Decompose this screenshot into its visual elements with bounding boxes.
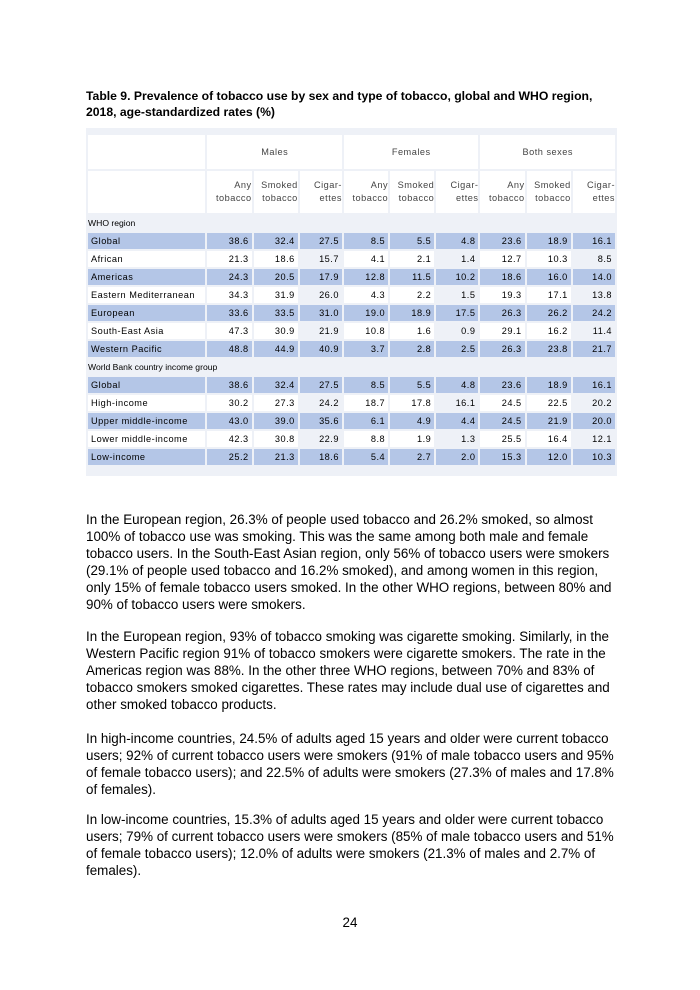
value-cell: 24.5: [480, 395, 524, 411]
table-row: [88, 431, 615, 447]
value-cell: 21.3: [207, 251, 251, 267]
value-cell: 10.8: [344, 323, 388, 339]
value-cell: 17.8: [390, 395, 434, 411]
value-cell: 12.0: [527, 449, 571, 465]
subheader-line: Any: [234, 180, 252, 190]
value-cell: 21.9: [527, 413, 571, 429]
subheader-line: Cigar-: [586, 180, 615, 190]
value-cell: 18.9: [527, 377, 571, 393]
value-cell: 21.9: [300, 323, 342, 339]
value-cell: 33.5: [254, 305, 298, 321]
subheader-line: ettes: [319, 193, 342, 203]
value-cell: 1.6: [390, 323, 434, 339]
value-cell: 2.0: [436, 449, 478, 465]
value-cell: 6.1: [344, 413, 388, 429]
value-cell: 4.3: [344, 287, 388, 303]
value-cell: 38.6: [207, 377, 251, 393]
column-group-header: Females: [344, 135, 479, 169]
subheader-line: Smoked: [534, 180, 571, 190]
table-row: [88, 449, 615, 465]
value-cell: 24.2: [300, 395, 342, 411]
value-cell: 15.3: [480, 449, 524, 465]
value-cell: 33.6: [207, 305, 251, 321]
corner-cell: [88, 171, 205, 213]
value-cell: 5.5: [390, 233, 434, 249]
table-row: [88, 323, 615, 339]
value-cell: 18.6: [254, 251, 298, 267]
value-cell: 20.0: [573, 413, 615, 429]
value-cell: 8.5: [573, 251, 615, 267]
row-label: Low-income: [88, 449, 205, 465]
value-cell: 3.7: [344, 341, 388, 357]
value-cell: 48.8: [207, 341, 251, 357]
subheader-line: tobacco: [262, 193, 298, 203]
value-cell: 38.6: [207, 233, 251, 249]
value-cell: 18.6: [480, 269, 524, 285]
value-cell: 16.1: [436, 395, 478, 411]
group-header-row: [88, 135, 615, 169]
column-subheader: [527, 171, 571, 213]
value-cell: 4.8: [436, 233, 478, 249]
paragraph-european-smoking: In the European region, 26.3% of people used tobacco and 26.2% smoked, so almost 100% of tobacco use was smoking. This was the same among both male and female tobacco users. In the South-East Asian region, only 56% of tobacco users were smokers (29.1% of people used tobacco and 16.2% smoked), and among women in this region, only 15% of female tobacco users smoked. In the other WHO regions, between 80% and 90% of tobacco users were smokers.: [86, 512, 612, 612]
value-cell: 34.3: [207, 287, 251, 303]
table-row: [88, 413, 615, 429]
value-cell: 24.3: [207, 269, 251, 285]
table-row: [88, 269, 615, 285]
value-cell: 30.2: [207, 395, 251, 411]
row-label: Americas: [88, 269, 205, 285]
value-cell: 27.5: [300, 233, 342, 249]
column-subheader: [573, 171, 615, 213]
value-cell: 2.8: [390, 341, 434, 357]
value-cell: 8.5: [344, 377, 388, 393]
subheader-line: ettes: [456, 193, 479, 203]
subheader-line: Smoked: [397, 180, 435, 190]
subheader-line: tobacco: [488, 193, 525, 203]
paragraph-low-income: In low-income countries, 15.3% of adults aged 15 years and older were current tobacco users; 79% of current tobacco users were smokers (85% of male tobacco users and 51% of female tobacco users); 12.0% of adults were smokers (21.3% of males and 2.7% of females).: [86, 812, 614, 878]
value-cell: 22.9: [300, 431, 342, 447]
subheader-line: Cigar-: [450, 180, 479, 190]
column-subheader: [300, 171, 342, 213]
value-cell: 27.5: [300, 377, 342, 393]
prevalence-table: [86, 133, 617, 467]
value-cell: 10.2: [436, 269, 478, 285]
value-cell: 11.4: [573, 323, 615, 339]
value-cell: 1.9: [390, 431, 434, 447]
value-cell: 44.9: [254, 341, 298, 357]
table-row: [88, 395, 615, 411]
value-cell: 10.3: [527, 251, 571, 267]
value-cell: 26.0: [300, 287, 342, 303]
value-cell: 27.3: [254, 395, 298, 411]
value-cell: 2.5: [436, 341, 478, 357]
subheader-line: Any: [507, 180, 525, 190]
value-cell: 25.5: [480, 431, 524, 447]
column-group-header: Males: [207, 135, 342, 169]
value-cell: 26.3: [480, 305, 524, 321]
value-cell: 16.4: [527, 431, 571, 447]
table-row: [88, 251, 615, 267]
value-cell: 19.0: [344, 305, 388, 321]
table-caption: Table 9. Prevalence of tobacco use by sex and type of tobacco, global and WHO region, 2018, age-standardized rates (%): [86, 89, 593, 119]
column-subheader: [436, 171, 478, 213]
value-cell: 4.8: [436, 377, 478, 393]
value-cell: 20.5: [254, 269, 298, 285]
value-cell: 4.9: [390, 413, 434, 429]
row-label: African: [88, 251, 205, 267]
value-cell: 18.6: [300, 449, 342, 465]
value-cell: 12.1: [573, 431, 615, 447]
value-cell: 2.7: [390, 449, 434, 465]
section-header: World Bank country income group: [88, 359, 615, 375]
row-label: South-East Asia: [88, 323, 205, 339]
value-cell: 16.1: [573, 233, 615, 249]
subheader-line: Cigar-: [313, 180, 342, 190]
value-cell: 1.4: [436, 251, 478, 267]
value-cell: 25.2: [207, 449, 251, 465]
value-cell: 30.9: [254, 323, 298, 339]
value-cell: 1.3: [436, 431, 478, 447]
value-cell: 26.2: [527, 305, 571, 321]
row-label: Eastern Mediterranean: [88, 287, 205, 303]
column-subheader: [254, 171, 298, 213]
paragraph-high-income: In high-income countries, 24.5% of adults aged 15 years and older were current tobacco users; 92% of current tobacco users were smokers (91% of male tobacco users and 95% of female tobacco users); and 22.5% of adults were smokers (27.3% of males and 17.8% of females).: [86, 731, 614, 797]
subheader-line: Any: [370, 180, 389, 190]
table-row: [88, 341, 615, 357]
column-subheader: [390, 171, 434, 213]
prevalence-table-container: [86, 128, 617, 476]
value-cell: 24.2: [573, 305, 615, 321]
table-row: [88, 305, 615, 321]
value-cell: 20.2: [573, 395, 615, 411]
value-cell: 15.7: [300, 251, 342, 267]
value-cell: 24.5: [480, 413, 524, 429]
value-cell: 32.4: [254, 233, 298, 249]
value-cell: 16.0: [527, 269, 571, 285]
value-cell: 13.8: [573, 287, 615, 303]
value-cell: 35.6: [300, 413, 342, 429]
value-cell: 18.9: [390, 305, 434, 321]
value-cell: 11.5: [390, 269, 434, 285]
subheader-line: Smoked: [261, 180, 298, 190]
value-cell: 22.5: [527, 395, 571, 411]
value-cell: 8.5: [344, 233, 388, 249]
column-group-header: Both sexes: [480, 135, 615, 169]
value-cell: 16.2: [527, 323, 571, 339]
value-cell: 10.3: [573, 449, 615, 465]
value-cell: 31.0: [300, 305, 342, 321]
value-cell: 29.1: [480, 323, 524, 339]
value-cell: 23.6: [480, 233, 524, 249]
value-cell: 17.1: [527, 287, 571, 303]
subheader-line: tobacco: [535, 193, 571, 203]
row-label: High-income: [88, 395, 205, 411]
page-number: 24: [342, 915, 358, 930]
value-cell: 23.8: [527, 341, 571, 357]
value-cell: 23.6: [480, 377, 524, 393]
value-cell: 18.7: [344, 395, 388, 411]
section-header: WHO region: [88, 215, 615, 231]
column-subheader: [207, 171, 251, 213]
subheader-row: [88, 171, 615, 213]
table-row: [88, 233, 615, 249]
subheader-line: ettes: [592, 193, 615, 203]
value-cell: 8.8: [344, 431, 388, 447]
value-cell: 17.9: [300, 269, 342, 285]
value-cell: 16.1: [573, 377, 615, 393]
value-cell: 12.7: [480, 251, 524, 267]
value-cell: 1.5: [436, 287, 478, 303]
table-row: [88, 287, 615, 303]
value-cell: 5.5: [390, 377, 434, 393]
row-label: Western Pacific: [88, 341, 205, 357]
subheader-line: tobacco: [215, 193, 252, 203]
subheader-line: tobacco: [352, 193, 389, 203]
row-label: Global: [88, 233, 205, 249]
value-cell: 2.2: [390, 287, 434, 303]
value-cell: 26.3: [480, 341, 524, 357]
value-cell: 42.3: [207, 431, 251, 447]
value-cell: 14.0: [573, 269, 615, 285]
value-cell: 18.9: [527, 233, 571, 249]
section-header-row: [88, 215, 615, 231]
value-cell: 5.4: [344, 449, 388, 465]
subheader-line: tobacco: [398, 193, 435, 203]
value-cell: 40.9: [300, 341, 342, 357]
value-cell: 19.3: [480, 287, 524, 303]
corner-cell: [88, 135, 205, 169]
value-cell: 12.8: [344, 269, 388, 285]
value-cell: 0.9: [436, 323, 478, 339]
paragraph-cigarette-share: In the European region, 93% of tobacco smoking was cigarette smoking. Similarly, in the Western Pacific region 91% of tobacco smokers were cigarette smokers. The rate in the Americas region was 88%. In the other three WHO regions, between 70% and 83% of tobacco smokers smoked cigarettes. These rates may include dual use of cigarettes and other smoked tobacco products.: [86, 629, 610, 712]
value-cell: 43.0: [207, 413, 251, 429]
value-cell: 30.8: [254, 431, 298, 447]
value-cell: 4.4: [436, 413, 478, 429]
value-cell: 4.1: [344, 251, 388, 267]
column-subheader: [480, 171, 524, 213]
value-cell: 32.4: [254, 377, 298, 393]
row-label: European: [88, 305, 205, 321]
row-label: Lower middle-income: [88, 431, 205, 447]
column-subheader: [344, 171, 388, 213]
row-label: Global: [88, 377, 205, 393]
section-header-row: [88, 359, 615, 375]
value-cell: 47.3: [207, 323, 251, 339]
value-cell: 21.7: [573, 341, 615, 357]
value-cell: 39.0: [254, 413, 298, 429]
row-label: Upper middle-income: [88, 413, 205, 429]
value-cell: 2.1: [390, 251, 434, 267]
value-cell: 17.5: [436, 305, 478, 321]
value-cell: 31.9: [254, 287, 298, 303]
value-cell: 21.3: [254, 449, 298, 465]
table-row: [88, 377, 615, 393]
